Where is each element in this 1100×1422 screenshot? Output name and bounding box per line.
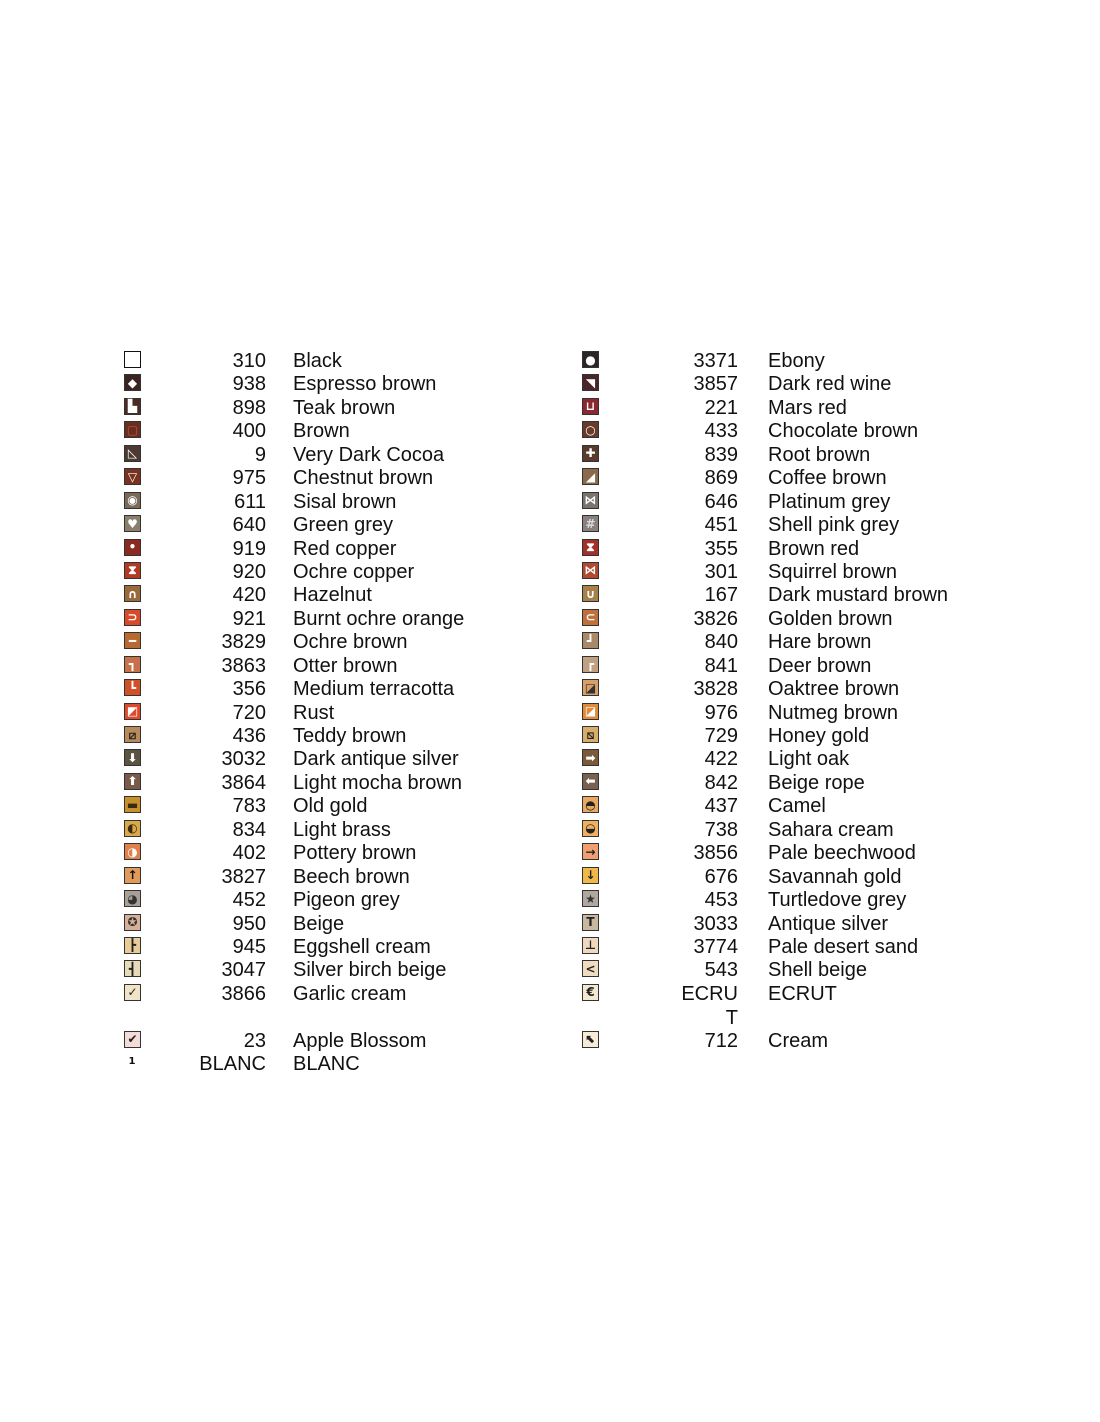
- legend-row: [118, 864, 538, 887]
- legend-row: [118, 887, 538, 910]
- legend-row: [118, 582, 538, 605]
- thread-number: 840: [704, 631, 738, 654]
- legend-row: [118, 723, 538, 746]
- legend-row: [576, 676, 996, 699]
- thread-number: 3371: [693, 350, 738, 372]
- thread-number: 3827: [221, 865, 266, 888]
- thread-number: 3032: [221, 748, 266, 771]
- stitch-symbol-icon: ◪: [582, 679, 599, 696]
- thread-color-name: BLANC: [293, 1053, 360, 1076]
- thread-number: 433: [704, 420, 738, 443]
- row-spacer: [576, 1004, 996, 1027]
- stitch-symbol-icon: ◐: [124, 820, 141, 837]
- stitch-symbol-icon: ◉: [124, 492, 141, 509]
- thread-color-name: Otter brown: [293, 654, 398, 677]
- thread-number: 301: [704, 560, 738, 583]
- stitch-symbol-icon: ⬉: [582, 1031, 599, 1048]
- stitch-symbol-icon: ━: [124, 632, 141, 649]
- thread-color-name: Silver birch beige: [293, 959, 447, 982]
- legend-column-left: [118, 348, 538, 1075]
- stitch-symbol-icon: ⬆: [124, 773, 141, 790]
- stitch-symbol-icon: ∩: [124, 585, 141, 602]
- legend-row: [118, 817, 538, 840]
- stitch-symbol-icon: •: [124, 539, 141, 556]
- stitch-symbol-icon: ⋈: [582, 492, 599, 509]
- legend-row: [576, 442, 996, 465]
- thread-color-name: Light oak: [768, 748, 850, 771]
- stitch-symbol-icon: €: [582, 984, 599, 1001]
- legend-row: [576, 348, 996, 371]
- thread-color-name: Platinum grey: [768, 490, 891, 513]
- thread-color-name: Red copper: [293, 537, 397, 560]
- stitch-symbol-icon: ⧅: [582, 726, 599, 743]
- stitch-symbol-icon: ⊃: [124, 609, 141, 626]
- thread-number: 355: [704, 537, 738, 560]
- legend-row: [576, 1028, 996, 1051]
- thread-color-name: Beige: [293, 912, 345, 935]
- legend-row: [576, 911, 996, 934]
- legend-row: [118, 770, 538, 793]
- thread-number: 738: [704, 818, 738, 841]
- legend-row: [576, 746, 996, 769]
- thread-number: ECRU T: [681, 982, 738, 1029]
- thread-number: 543: [704, 959, 738, 982]
- thread-number: 976: [704, 701, 738, 724]
- stitch-symbol-icon: ↓: [582, 867, 599, 884]
- thread-number: 841: [704, 654, 738, 677]
- thread-color-name: Savannah gold: [768, 865, 902, 888]
- stitch-symbol-icon: ◢: [582, 468, 599, 485]
- thread-color-name: Chestnut brown: [293, 467, 434, 490]
- thread-number: 839: [704, 443, 738, 466]
- thread-color-name: Black: [293, 350, 342, 372]
- thread-number: 3033: [693, 912, 738, 935]
- stitch-symbol-icon: ▢: [124, 421, 141, 438]
- stitch-symbol-icon: ▽: [124, 468, 141, 485]
- thread-number: 3828: [693, 678, 738, 701]
- stitch-symbol-icon: ◕: [124, 890, 141, 907]
- stitch-symbol-icon: <: [582, 960, 599, 977]
- legend-row: [576, 489, 996, 512]
- thread-number: 3857: [693, 373, 738, 396]
- legend-row: [576, 934, 996, 957]
- legend-row: [118, 957, 538, 980]
- stitch-symbol-icon: ┓: [124, 656, 141, 673]
- thread-number: 3863: [221, 654, 266, 677]
- legend-row: [576, 536, 996, 559]
- legend-row: [576, 465, 996, 488]
- stitch-symbol-icon: ↑: [124, 867, 141, 884]
- thread-color-name: Green grey: [293, 514, 394, 537]
- legend-row: [118, 1051, 538, 1074]
- thread-color-name: Shell pink grey: [768, 514, 900, 537]
- stitch-symbol-icon: 1: [125, 1055, 139, 1069]
- thread-number: 640: [232, 514, 266, 537]
- stitch-symbol-icon: ◺: [124, 445, 141, 462]
- legend-row: [576, 371, 996, 394]
- legend-row: [118, 840, 538, 863]
- stitch-symbol-icon: ◪: [582, 703, 599, 720]
- legend-row: [118, 442, 538, 465]
- legend-row: [576, 653, 996, 676]
- legend-row: [118, 934, 538, 957]
- thread-number: 950: [232, 912, 266, 935]
- legend-row: [576, 793, 996, 816]
- stitch-symbol-icon: ♥: [124, 515, 141, 532]
- stitch-symbol-icon: #: [582, 515, 599, 532]
- stitch-symbol-icon: ⊥: [582, 937, 599, 954]
- thread-color-name: Ochre brown: [293, 631, 408, 654]
- thread-number: 402: [232, 842, 266, 865]
- stitch-symbol-icon: ★: [582, 890, 599, 907]
- stitch-symbol-icon: ✚: [582, 445, 599, 462]
- legend-row: [118, 606, 538, 629]
- stitch-symbol-icon: ◑: [124, 843, 141, 860]
- row-spacer: [118, 1004, 538, 1027]
- legend-row: [118, 1028, 538, 1051]
- stitch-symbol-icon: ◓: [582, 796, 599, 813]
- legend-row: [118, 653, 538, 676]
- thread-number: 869: [704, 467, 738, 490]
- legend-row: [576, 418, 996, 441]
- legend-row: [576, 981, 996, 1029]
- thread-number: 3856: [693, 842, 738, 865]
- thread-number: 646: [704, 490, 738, 513]
- thread-color-name: Apple Blossom: [293, 1029, 427, 1052]
- thread-color-name: Squirrel brown: [768, 560, 897, 583]
- legend-row: [118, 676, 538, 699]
- stitch-symbol-icon: ┫: [124, 960, 141, 977]
- legend-row: [576, 582, 996, 605]
- thread-number: 919: [232, 537, 266, 560]
- stitch-symbol-icon: ⊂: [582, 609, 599, 626]
- thread-color-name: Teak brown: [293, 396, 396, 419]
- legend-row: [118, 746, 538, 769]
- stitch-symbol-icon: ┗: [124, 679, 141, 696]
- thread-color-name: Hazelnut: [293, 584, 372, 607]
- thread-color-name: Light mocha brown: [293, 771, 462, 794]
- thread-color-name: Light brass: [293, 818, 391, 841]
- legend-row: [576, 770, 996, 793]
- thread-color-name: Eggshell cream: [293, 935, 431, 958]
- thread-number: 3774: [693, 935, 738, 958]
- thread-color-name: Dark red wine: [768, 373, 892, 396]
- legend-row: [118, 371, 538, 394]
- thread-number: 921: [232, 607, 266, 630]
- thread-number: 23: [243, 1029, 266, 1052]
- thread-color-name: Brown red: [768, 537, 860, 560]
- thread-color-name: Pale desert sand: [768, 935, 919, 958]
- stitch-symbol-icon: ⧗: [124, 562, 141, 579]
- legend-column-right: [576, 348, 996, 1051]
- thread-number: 3047: [221, 959, 266, 982]
- legend-row: [576, 723, 996, 746]
- legend-row: [118, 629, 538, 652]
- thread-number: 451: [704, 514, 738, 537]
- thread-number: 310: [232, 350, 266, 372]
- thread-number: 898: [232, 396, 266, 419]
- thread-number: 437: [704, 795, 738, 818]
- stitch-symbol-icon: ✔: [124, 1031, 141, 1048]
- legend-row: [576, 629, 996, 652]
- stitch-symbol-icon: ▬: [124, 796, 141, 813]
- stitch-symbol-icon: ⧗: [582, 539, 599, 556]
- stitch-symbol-icon: ┛: [582, 632, 599, 649]
- thread-number: 436: [232, 725, 266, 747]
- legend-row: [576, 559, 996, 582]
- thread-color-name: Cream: [768, 1029, 829, 1052]
- thread-color-name: Shell beige: [768, 959, 867, 982]
- legend-row: [576, 606, 996, 629]
- thread-color-name: Nutmeg brown: [768, 701, 899, 724]
- thread-color-name: Turtledove grey: [768, 889, 907, 912]
- legend-row: [118, 465, 538, 488]
- thread-color-name: Brown: [293, 420, 350, 443]
- thread-number: 3826: [693, 607, 738, 630]
- thread-color-name: Beige rope: [768, 771, 865, 794]
- stitch-symbol-icon: ⊔: [582, 398, 599, 415]
- thread-color-name: Medium terracotta: [293, 678, 455, 701]
- thread-number: 3864: [221, 771, 266, 794]
- thread-color-name: Golden brown: [768, 607, 893, 630]
- thread-number: 729: [704, 725, 738, 747]
- thread-color-name: ECRUT: [768, 982, 837, 1005]
- legend-row: [118, 536, 538, 559]
- thread-color-name: Espresso brown: [293, 373, 437, 396]
- stitch-symbol-icon: ⋈: [582, 562, 599, 579]
- stitch-symbol-icon: ∪: [582, 585, 599, 602]
- thread-color-name: Old gold: [293, 795, 368, 818]
- stitch-symbol-icon: ⬇: [124, 749, 141, 766]
- legend-row: [118, 911, 538, 934]
- thread-color-name: Ochre copper: [293, 560, 415, 583]
- thread-color-name: Coffee brown: [768, 467, 887, 490]
- thread-number: 453: [704, 889, 738, 912]
- thread-color-name: Sisal brown: [293, 490, 397, 513]
- stitch-symbol-icon: ▙: [124, 398, 141, 415]
- legend-row: [118, 418, 538, 441]
- legend-row: [576, 887, 996, 910]
- thread-color-name: Deer brown: [768, 654, 872, 677]
- thread-number: 676: [704, 865, 738, 888]
- stitch-symbol-icon: ●: [582, 351, 599, 368]
- thread-color-name: Pale beechwood: [768, 842, 916, 865]
- thread-number: 356: [232, 678, 266, 701]
- thread-color-name: Teddy brown: [293, 725, 407, 747]
- thread-color-name: Camel: [768, 795, 826, 818]
- thread-number: 611: [234, 490, 266, 513]
- thread-number: 938: [232, 373, 266, 396]
- thread-color-name: Pottery brown: [293, 842, 417, 865]
- legend-row: [118, 489, 538, 512]
- thread-number: 3866: [221, 982, 266, 1005]
- stitch-symbol-icon: ○: [582, 421, 599, 438]
- stitch-symbol-icon: →: [582, 843, 599, 860]
- thread-color-name: Root brown: [768, 443, 871, 466]
- stitch-symbol-icon: ◒: [582, 820, 599, 837]
- thread-number: 400: [232, 420, 266, 443]
- thread-number: 783: [232, 795, 266, 818]
- thread-number: 920: [232, 560, 266, 583]
- legend-row: [576, 700, 996, 723]
- stitch-symbol-icon: ✪: [124, 914, 141, 931]
- thread-color-name: Honey gold: [768, 725, 870, 747]
- thread-number: 712: [704, 1029, 738, 1052]
- stitch-symbol-icon: ⬅: [582, 773, 599, 790]
- thread-color-name: Oaktree brown: [768, 678, 900, 701]
- stitch-symbol-icon: ┣: [124, 937, 141, 954]
- thread-color-name: Sahara cream: [768, 818, 894, 841]
- legend-row: [576, 512, 996, 535]
- thread-color-name: Very Dark Cocoa: [293, 443, 445, 466]
- thread-color-name: Chocolate brown: [768, 420, 919, 443]
- thread-color-name: Beech brown: [293, 865, 410, 888]
- thread-number: 3829: [221, 631, 266, 654]
- thread-color-name: Antique silver: [768, 912, 889, 935]
- stitch-symbol-icon: ◥: [582, 374, 599, 391]
- thread-number: 420: [232, 584, 266, 607]
- legend-row: [118, 512, 538, 535]
- thread-color-name: Dark antique silver: [293, 748, 459, 771]
- stitch-symbol-icon: T: [582, 914, 599, 931]
- legend-row: [118, 700, 538, 723]
- legend-row: [576, 864, 996, 887]
- legend-row: [118, 559, 538, 582]
- stitch-symbol-icon: ◆: [124, 374, 141, 391]
- stitch-symbol-icon: ⧄: [124, 726, 141, 743]
- legend-row: [118, 981, 538, 1004]
- thread-color-name: Rust: [293, 701, 335, 724]
- stitch-symbol-icon: ➡: [582, 749, 599, 766]
- thread-color-name: Burnt ochre orange: [293, 607, 465, 630]
- stitch-symbol-icon: ┏: [582, 656, 599, 673]
- legend-row: [118, 793, 538, 816]
- thread-number: 720: [232, 701, 266, 724]
- stitch-symbol-icon: ◩: [124, 703, 141, 720]
- thread-color-name: Garlic cream: [293, 982, 407, 1005]
- legend-row: [576, 817, 996, 840]
- stitch-symbol-icon: ✓: [124, 984, 141, 1001]
- thread-color-name: Ebony: [768, 350, 825, 372]
- thread-color-name: Hare brown: [768, 631, 872, 654]
- thread-number: BLANC: [199, 1053, 266, 1076]
- thread-number: 945: [232, 935, 266, 958]
- thread-color-name: Mars red: [768, 396, 847, 419]
- legend-row: [576, 395, 996, 418]
- thread-number: 167: [704, 584, 738, 607]
- thread-number: 422: [704, 748, 738, 771]
- thread-color-name: Pigeon grey: [293, 889, 400, 912]
- thread-number: 834: [232, 818, 266, 841]
- thread-number: 9: [254, 443, 266, 466]
- thread-color-name: Dark mustard brown: [768, 584, 949, 607]
- thread-number: 842: [704, 771, 738, 794]
- legend-row: [576, 957, 996, 980]
- thread-number: 975: [232, 467, 266, 490]
- legend-row: [118, 395, 538, 418]
- thread-number: 221: [704, 396, 738, 419]
- legend-row: [118, 348, 538, 371]
- legend-row: [576, 840, 996, 863]
- thread-number: 452: [232, 889, 266, 912]
